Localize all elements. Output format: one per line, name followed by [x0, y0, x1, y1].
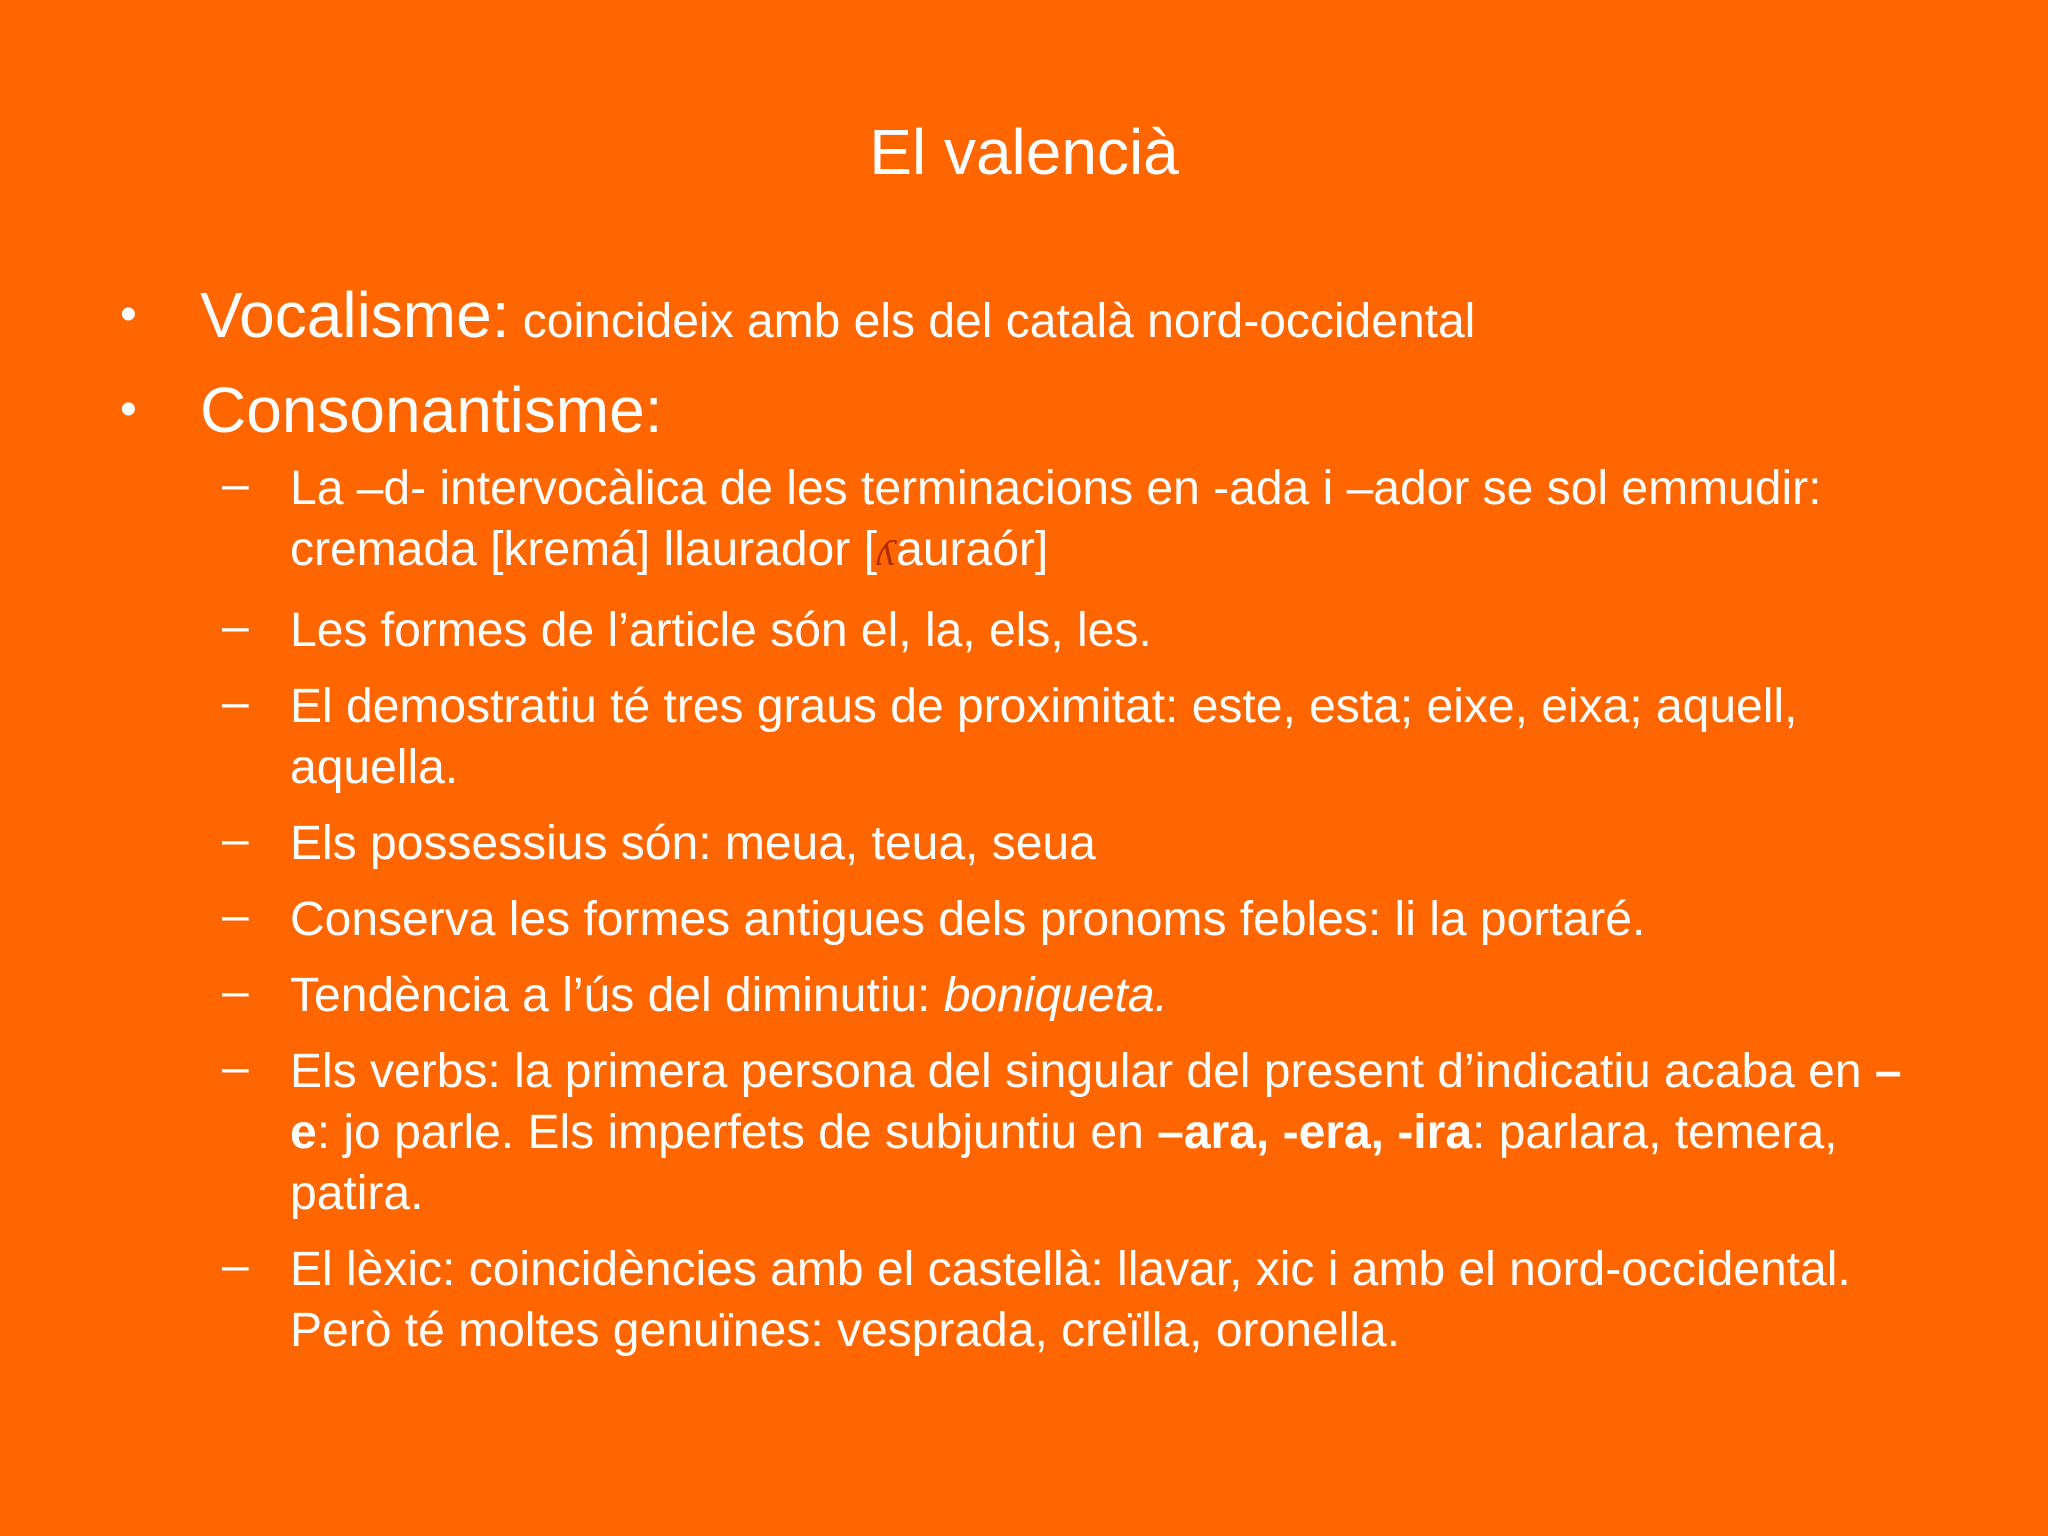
dash-icon: – — [222, 1239, 249, 1292]
subpoint-text: Els verbs: la primera persona del singular del present d’indicatiu acaba en — [290, 1045, 1875, 1098]
subpoint-article — [120, 600, 1920, 661]
subpoint-text-mid: : jo parle. Els imperfets de subjuntiu en — [316, 1106, 1158, 1159]
bullet-icon: • — [120, 288, 137, 341]
subpoint-diminutiu — [120, 965, 1920, 1026]
subpoint-pronoms — [120, 889, 1920, 950]
bullet-label: Consonantisme: — [200, 374, 663, 446]
slide-content — [120, 275, 1920, 1376]
bullet-vocalisme — [120, 275, 1920, 362]
subpoint-text-end: : parlara, temera, patira. — [290, 1106, 1838, 1220]
dash-icon: – — [222, 458, 249, 511]
dash-icon: – — [222, 676, 249, 729]
subpoint-text: El demostratiu té tres graus de proximitat: este, esta; eixe, eixa; aquell, aquella. — [290, 680, 1798, 794]
dash-icon: – — [222, 889, 249, 942]
subpoint-lexic — [120, 1239, 1920, 1361]
subpoint-text: Tendència a l’ús del diminutiu: — [290, 969, 944, 1022]
dash-icon: – — [222, 600, 249, 653]
subpoint-bold: –ara, -era, -ira — [1157, 1106, 1473, 1159]
ipa-symbol: ʎ — [876, 534, 897, 574]
bullet-consonantisme — [120, 370, 1920, 450]
subpoint-text: Les formes de l’article són el, la, els, les. — [290, 604, 1152, 657]
bullet-text: coincideix amb els del català nord-occidental — [509, 295, 1476, 348]
dash-icon: – — [222, 1041, 249, 1094]
bullet-label: Vocalisme: — [200, 279, 510, 351]
subpoint-d-intervocalica — [120, 458, 1920, 585]
dash-icon: – — [222, 813, 249, 866]
subpoint-text: Conserva les formes antigues dels pronoms febles: li la portaré. — [290, 893, 1646, 946]
subpoint-possessius — [120, 813, 1920, 874]
subpoint-verbs — [120, 1041, 1920, 1224]
subpoint-text: La –d- intervocàlica de les terminacions en -ada i –ador se sol emmudir: cremada [kremá] llaurador [ — [290, 462, 1822, 576]
subpoint-text: El lèxic: coincidències amb el castellà: llavar, xic i amb el nord-occidental. Però té moltes genuïnes: vesprada, creïlla, oronella. — [290, 1243, 1851, 1357]
subpoint-text-end: auraór] — [896, 523, 1049, 576]
subpoint-italic: boniqueta. — [943, 969, 1168, 1022]
dash-icon: – — [222, 965, 249, 1018]
subpoint-bold: –e — [290, 1045, 1902, 1159]
subpoint-demostratiu — [120, 676, 1920, 798]
slide-title: El valencià — [869, 116, 1179, 188]
subpoint-text: Els possessius són: meua, teua, seua — [290, 817, 1096, 870]
bullet-icon: • — [120, 383, 137, 436]
